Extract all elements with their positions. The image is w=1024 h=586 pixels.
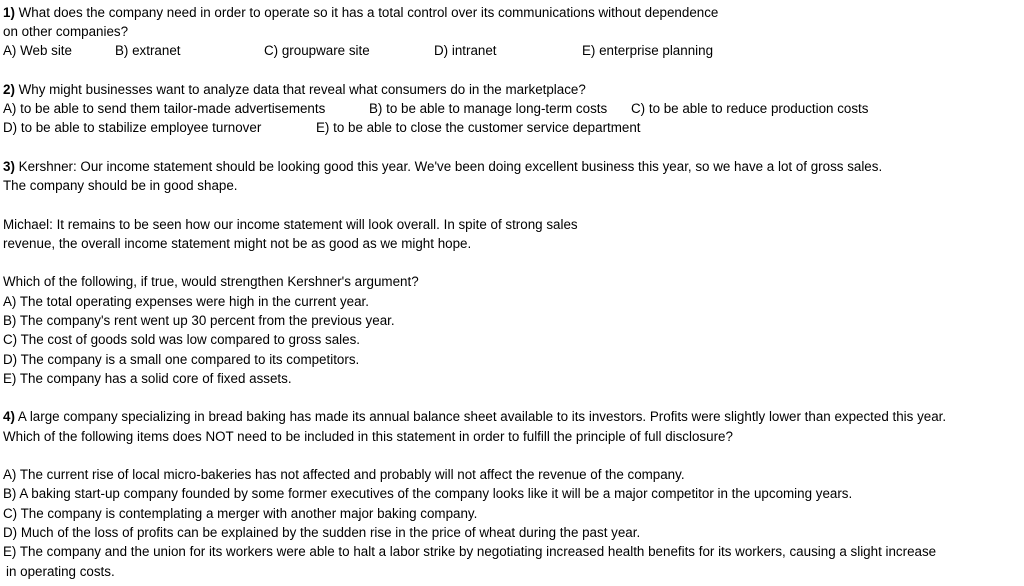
- q3-michael-line1: Michael: It remains to be seen how our income statement will look overall. In spite of strong sales: [3, 217, 578, 232]
- q2-stem: [3, 80, 586, 99]
- q3-option-c[interactable]: C) The cost of goods sold was low compared to gross sales.: [3, 332, 361, 347]
- q2-option-d[interactable]: D) to be able to stabilize employee turnover: [3, 120, 262, 135]
- q3-question: Which of the following, if true, would strengthen Kershner's argument?: [3, 274, 419, 289]
- q3-option-e[interactable]: E) The company has a solid core of fixed assets.: [3, 371, 292, 386]
- q4-stem-line2: Which of the following items does NOT need to be included in this statement in order to fulfill the principle of full disclosure?: [3, 429, 733, 444]
- q1-option-c[interactable]: C) groupware site: [264, 43, 370, 58]
- q2-options-row1: [3, 99, 1021, 118]
- q1-option-b[interactable]: B) extranet: [115, 43, 181, 58]
- q1-option-a[interactable]: A) Web site: [3, 43, 72, 58]
- q3-kershner-text: Kershner: Our income statement should be looking good this year. We've been doing excellent business this year, so we have a lot of gross sales.: [18, 159, 883, 174]
- q4-stem-line1: [3, 407, 946, 426]
- q3-kershner-line1: [3, 157, 882, 176]
- q3-option-b[interactable]: B) The company's rent went up 30 percent from the previous year.: [3, 313, 395, 328]
- q1-option-d[interactable]: D) intranet: [434, 43, 497, 58]
- q3-michael-line2: revenue, the overall income statement might not be as good as we might hope.: [3, 236, 472, 251]
- q2-number: 2): [3, 82, 15, 97]
- q2-option-b[interactable]: B) to be able to manage long-term costs: [369, 101, 608, 116]
- q4-text: A large company specializing in bread baking has made its annual balance sheet available to its investors. Profits were slightly lower than expected this year.: [17, 409, 947, 424]
- q3-number: 3): [3, 159, 15, 174]
- q1-text: What does the company need in order to operate so it has a total control over its communications without dependence: [18, 5, 719, 20]
- q2-options-row2: [3, 118, 1021, 137]
- q1-options: [3, 41, 1021, 60]
- q4-option-c[interactable]: C) The company is contemplating a merger with another major baking company.: [3, 506, 478, 521]
- q1-stem-line1: [3, 3, 718, 22]
- q1-option-e[interactable]: E) enterprise planning: [582, 43, 714, 58]
- q4-option-a[interactable]: A) The current rise of local micro-bakeries has not affected and probably will not affect the revenue of the company.: [3, 467, 685, 482]
- q4-option-e-line2: in operating costs.: [6, 564, 115, 579]
- q4-option-e[interactable]: E) The company and the union for its workers were able to halt a labor strike by negotiating increased health benefits for its workers, causing a slight increase: [3, 544, 937, 559]
- q2-option-a[interactable]: A) to be able to send them tailor-made advertisements: [3, 101, 326, 116]
- q2-option-e[interactable]: E) to be able to close the customer service department: [316, 120, 641, 135]
- q4-option-b[interactable]: B) A baking start-up company founded by some former executives of the company looks like it will be a major competitor in the upcoming years.: [3, 486, 853, 501]
- q1-stem-line2: on other companies?: [3, 24, 129, 39]
- q4-option-d[interactable]: D) Much of the loss of profits can be explained by the sudden rise in the price of wheat during the past year.: [3, 525, 641, 540]
- q4-number: 4): [3, 409, 15, 424]
- q2-option-c[interactable]: C) to be able to reduce production costs: [631, 101, 869, 116]
- q1-number: 1): [3, 5, 15, 20]
- q3-kershner-line2: The company should be in good shape.: [3, 178, 238, 193]
- q3-option-a[interactable]: A) The total operating expenses were high in the current year.: [3, 294, 369, 309]
- q2-text: Why might businesses want to analyze data that reveal what consumers do in the marketplace?: [18, 82, 586, 97]
- q3-option-d[interactable]: D) The company is a small one compared to its competitors.: [3, 352, 360, 367]
